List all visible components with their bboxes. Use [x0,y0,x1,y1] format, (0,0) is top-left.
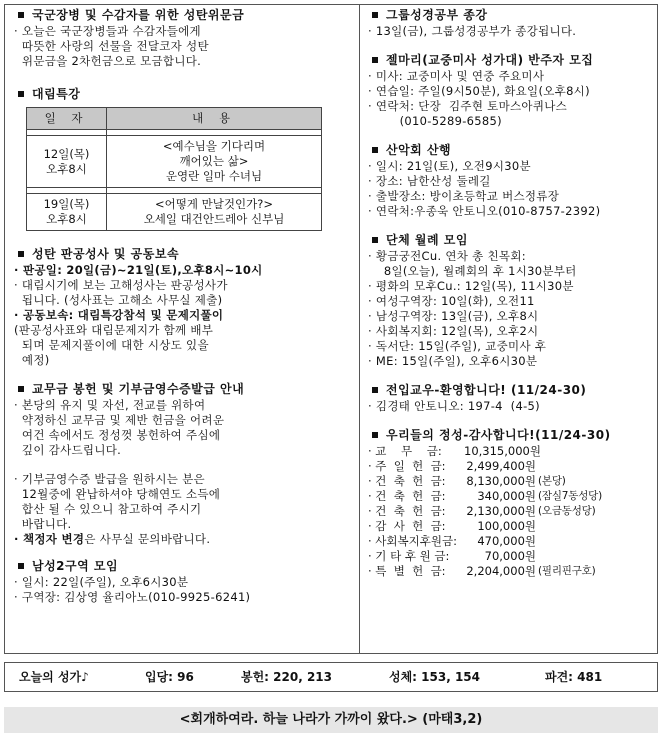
text-line: · 연락처: 단장 김주현 토마스아퀴나스 [368,99,568,113]
offering-row: · 주 일 헌 금: 2,499,400원 [368,459,536,473]
table-row [27,194,322,231]
square-bullet-icon [372,432,378,438]
offering-row: · 교 무 금: 10,315,000원 [368,444,541,458]
square-bullet-icon [372,12,378,18]
table-header-date: 일 자 [27,108,107,130]
text-line: · 오늘은 국군장병들과 수감자들에게 [14,24,201,38]
consolation-fund-section [14,8,351,69]
section-heading: 국군장병 및 수감자를 위한 성탄위문금 [14,8,351,23]
text-line: · 본당의 유지 및 자선, 전교를 위하여 [14,398,206,412]
offering-row: · 기 타 후 원 금: 70,000원 [368,549,536,563]
square-bullet-icon [18,563,24,569]
offering-row: · 사회복지후원금: 470,000원 [368,534,536,548]
offering-section [368,428,653,579]
lecture-content: <어떻게 만날것인가?> 오세일 대건안드레아 신부님 [107,194,322,231]
section-heading: 우리들의 정성-감사합니다!(11/24-30) [368,428,653,443]
column-divider [359,4,360,654]
scripture-verse: <회개하여라. 하늘 나라가 가까이 왔다.> (마태3,2) [4,707,658,733]
square-bullet-icon [372,57,378,63]
section-heading: 남성2구역 모임 [14,559,351,574]
text-line: 합산 될 수 있으니 참고하여 주시기 [14,502,202,516]
text-line: 예정) [14,353,50,367]
text-line: · ME: 15일(주일), 오후6시30분 [368,354,538,368]
text-line: · 연습일: 주일(9시50분), 화요일(오후8시) [368,84,590,98]
choir-recruit-section [368,53,653,129]
section-heading: 젤마리(교중미사 성가대) 반주자 모집 [368,53,653,68]
text-line: · 기부금영수증 발급을 원하시는 분은 [14,472,205,486]
section-heading: 산악회 산행 [368,143,653,158]
text-line: · 13일(금), 그룹성경공부가 종강됩니다. [368,24,577,38]
lecture-content: <예수님을 기다리며 깨어있는 삶> 운영란 일마 수녀님 [107,136,322,188]
text-line: · 일시: 22일(주일), 오후6시30분 [14,575,189,589]
square-bullet-icon [18,251,24,257]
hymn-communion: 성체: 153, 154 [389,670,480,684]
text-line: 12월중에 완납하셔야 당해연도 소득에 [14,487,221,501]
section-heading: 교무금 봉헌 및 기부금영수증발급 안내 [14,382,351,397]
offering-row: · 감 사 헌 금: 100,000원 [368,519,536,533]
advent-lecture-section [14,87,351,231]
men-district-section [14,559,351,605]
text-line: · 구역장: 김상영 율리아노(010-9925-6241) [14,590,251,604]
text-line: · 공동보속: 대림특강참석 및 문제지풀이 [14,308,224,322]
hymn-footer [4,662,658,692]
hymn-label: 오늘의 성가♪ [19,670,89,684]
text-line: 8일(오늘), 월례회의 후 1시30분부터 [368,264,577,278]
monthly-meeting-section [368,233,653,369]
text-line: · 황금궁전Cu. 연차 총 친목회: [368,249,526,263]
hymn-dismissal: 파견: 481 [545,670,603,684]
square-bullet-icon [18,12,24,18]
hymn-offertory: 봉헌: 220, 213 [241,670,332,684]
text-line: 약정하신 교무금 및 제반 헌금을 어려운 [14,413,225,427]
text-line: · 남성구역장: 13일(금), 오후8시 [368,309,539,323]
text-line: 따뜻한 사랑의 선물을 전달코자 성탄 [14,39,209,53]
square-bullet-icon [372,387,378,393]
lecture-table [26,107,322,231]
text-line: 됩니다. (성사표는 고해소 사무실 제출) [14,293,223,307]
offering-row: · 건 축 헌 금: 8,130,000원 (본당) [368,474,566,488]
text-line: · 독서단: 15일(주일), 교중미사 후 [368,339,547,353]
text-line: · 일시: 21일(토), 오전9시30분 [368,159,531,173]
text-line: · 대림시기에 보는 고해성사는 판공성사가 [14,278,228,292]
text-line: · 연락처:우종욱 안토니오(010-8757-2392) [368,204,601,218]
hiking-club-section [368,143,653,219]
section-heading: 대림특강 [14,87,351,102]
text-line: 여건 속에서도 정성껏 봉헌하여 주심에 [14,428,221,442]
section-heading: 전입교우-환영합니다! (11/24-30) [368,383,653,398]
square-bullet-icon [372,237,378,243]
square-bullet-icon [18,91,24,97]
text-line: · 장소: 남한산성 둘레길 [368,174,491,188]
right-column [368,8,653,589]
bible-study-section [368,8,653,39]
text-line: (010-5289-6585) [368,114,502,128]
tithe-receipt-section [14,382,351,547]
offering-row: · 건 축 헌 금: 2,130,000원 (오금동성당) [368,504,596,518]
section-heading: 성탄 판공성사 및 공동보속 [14,247,351,262]
text-line: · 여성구역장: 10일(화), 오전11 [368,294,535,308]
square-bullet-icon [372,147,378,153]
square-bullet-icon [18,386,24,392]
text-line: · 판공일: 20일(금)~21일(토),오후8시~10시 [14,263,263,277]
text-line: 깊이 감사드립니다. [14,443,122,457]
text-line: 바랍니다. [14,517,72,531]
text-line: · 평화의 모후Cu.: 12일(목), 11시30분 [368,279,574,293]
offering-row: · 건 축 헌 금: 340,000원 (잠실7동성당) [368,489,602,503]
text-line: · 사회복지회: 12일(목), 오후2시 [368,324,539,338]
text-line: · 미사: 교중미사 및 연중 주요미사 [368,69,545,83]
hymn-entrance: 입당: 96 [145,670,194,684]
confession-section [14,247,351,368]
new-parishioner-section [368,383,653,414]
text-line: (판공성사표와 대림문제지가 함께 배부 [14,323,214,337]
text-line: 되며 문제지풀이에 대한 시상도 있을 [14,338,209,352]
text-line: · 김경태 안토니오: 197-4 (4-5) [368,399,540,413]
text-line: 위문금을 2차헌금으로 모금합니다. [14,54,202,68]
section-heading: 그룹성경공부 종강 [368,8,653,23]
left-column [14,8,351,615]
offering-row: · 특 별 헌 금: 2,204,000원 (필리핀구호) [368,564,596,578]
section-heading: 단체 월례 모임 [368,233,653,248]
lecture-date: 12일(목) 오후8시 [27,136,107,188]
text-line: · 출발장소: 방이초등학교 버스정류장 [368,189,560,203]
text-line: · 책정자 변경은 사무실 문의바랍니다. [14,532,211,546]
table-row [27,136,322,188]
table-header-content: 내 용 [107,108,322,130]
lecture-date: 19일(목) 오후8시 [27,194,107,231]
